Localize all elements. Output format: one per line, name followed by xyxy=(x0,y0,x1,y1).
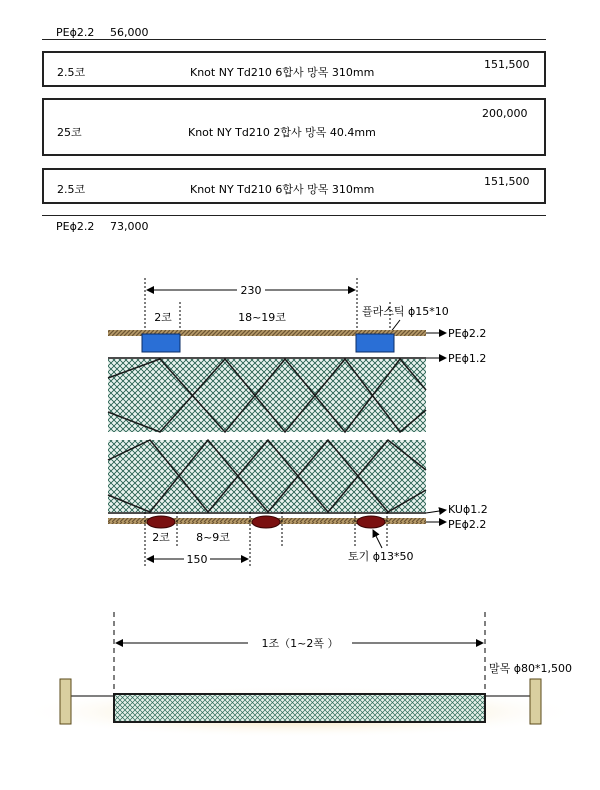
sinker-type-label: 토기 ϕ13*50 xyxy=(348,550,414,563)
top-rope-material: PEϕ2.2 xyxy=(56,26,95,39)
sinker-mesh-count-label: 8~9코 xyxy=(196,531,230,544)
sinker-middle xyxy=(252,516,280,528)
spec-row-3-desc: Knot NY Td210 6합사 망목 310mm xyxy=(190,183,375,196)
span-label: 1조（1~2폭 ） xyxy=(261,637,339,650)
net-panel-upper xyxy=(108,359,426,432)
float-mesh-count-label: 18~19코 xyxy=(238,311,286,324)
sinker-gap-label: 2코 xyxy=(152,531,170,544)
sinker-spacing-label: 150 xyxy=(186,553,208,566)
spec-row-2-desc: Knot NY Td210 2합사 망목 40.4mm xyxy=(188,126,376,139)
float-type-label: 플라스틱 ϕ15*10 xyxy=(362,305,449,318)
spec-row-1-price: 151,500 xyxy=(484,58,530,71)
spec-row-1-size: 2.5코 xyxy=(57,66,86,79)
top-rope-label: PEϕ2.2 xyxy=(448,327,487,340)
bottom-line-label: KUϕ1.2 xyxy=(448,503,488,516)
bottom-rope-amount: 73,000 xyxy=(110,220,149,233)
spec-row-2-size: 25코 xyxy=(57,126,82,139)
bottom-line-leader xyxy=(426,510,446,513)
top-rope-amount: 56,000 xyxy=(110,26,149,39)
spec-row-3-price: 151,500 xyxy=(484,175,530,188)
stake-label: 말목 ϕ80*1,500 xyxy=(489,662,572,675)
sinker-right xyxy=(357,516,385,528)
bottom-rope-material: PEϕ2.2 xyxy=(56,220,95,233)
sinker-left xyxy=(147,516,175,528)
stake-left xyxy=(60,679,71,724)
bottom-rope-label: PEϕ2.2 xyxy=(448,518,487,531)
spec-row-2-price: 200,000 xyxy=(482,107,528,120)
stake-right xyxy=(530,679,541,724)
float-left xyxy=(142,334,180,352)
float-gap-label: 2코 xyxy=(154,311,172,324)
installed-net xyxy=(114,694,485,722)
sinker-type-leader xyxy=(373,530,382,548)
spec-row-3-size: 2.5코 xyxy=(57,183,86,196)
top-line-label: PEϕ1.2 xyxy=(448,352,487,365)
float-right xyxy=(356,334,394,352)
float-spacing-label: 230 xyxy=(240,284,262,297)
spec-row-1-desc: Knot NY Td210 6합사 망목 310mm xyxy=(190,66,375,79)
